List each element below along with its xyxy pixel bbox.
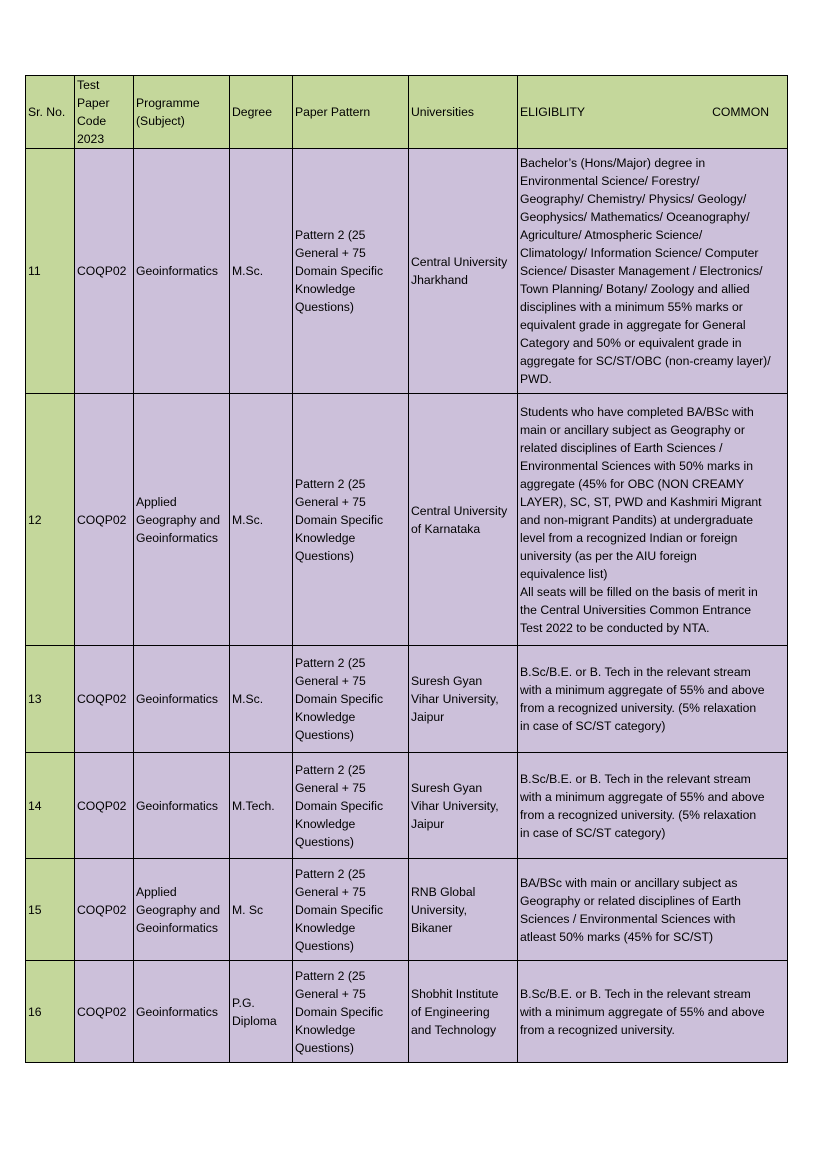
table-row [26,394,788,646]
row-paper-pattern: Pattern 2 (25 General + 75 Domain Specific Knowledge Questions) [293,149,409,394]
row-degree: P.G. Diploma [230,961,293,1063]
row-degree: M.Sc. [230,646,293,753]
row-programme: Applied Geography and Geoinformatics [134,859,230,961]
row-programme: Applied Geography and Geoinformatics [134,394,230,646]
row-test-paper-code: COQP02 [75,646,134,753]
row-sr-no: 16 [26,961,75,1063]
row-university: Suresh Gyan Vihar University, Jaipur [409,646,518,753]
header-sr-no: Sr. No. [26,76,75,149]
table-row [26,753,788,859]
row-eligibility: B.Sc/B.E. or B. Tech in the relevant stream with a minimum aggregate of 55% and above from a recognized university. (5% relaxation in case of SC/ST category) [518,753,788,859]
row-test-paper-code: COQP02 [75,859,134,961]
row-eligibility: B.Sc/B.E. or B. Tech in the relevant stream with a minimum aggregate of 55% and above from a recognized university. (5% relaxation in case of SC/ST category) [518,646,788,753]
row-test-paper-code: COQP02 [75,149,134,394]
header-universities: Universities [409,76,518,149]
header-eligibility-common: COMMON [712,105,769,119]
row-sr-no: 15 [26,859,75,961]
row-programme: Geoinformatics [134,149,230,394]
row-sr-no: 11 [26,149,75,394]
row-university: RNB Global University, Bikaner [409,859,518,961]
row-sr-no: 12 [26,394,75,646]
row-eligibility: Bachelor’s (Hons/Major) degree in Environmental Science/ Forestry/ Geography/ Chemistry/ Physics/ Geology/ Geophysics/ Mathematics/ Oceanography/ Agriculture/ Atmospheric Science/ Climatology/ Information Science/ Computer Science/ Disaster Management / Electronics/ Town Planning/ Botany/ Zoology and allied disciplines with a minimum 55% marks or equivalent grade in aggregate for General Category and 50% or equivalent grade in aggregate for SC/ST/OBC (non-creamy layer)/ PWD. [518,149,788,394]
row-programme: Geoinformatics [134,753,230,859]
row-paper-pattern: Pattern 2 (25 General + 75 Domain Specific Knowledge Questions) [293,859,409,961]
eligibility-table [25,75,788,1063]
row-programme: Geoinformatics [134,961,230,1063]
row-university: Central University of Karnataka [409,394,518,646]
row-eligibility: B.Sc/B.E. or B. Tech in the relevant stream with a minimum aggregate of 55% and above from a recognized university. [518,961,788,1063]
header-paper-pattern: Paper Pattern [293,76,409,149]
table-row [26,859,788,961]
row-eligibility: BA/BSc with main or ancillary subject as Geography or related disciplines of Earth Sciences / Environmental Sciences with atleast 50% marks (45% for SC/ST) [518,859,788,961]
row-paper-pattern: Pattern 2 (25 General + 75 Domain Specific Knowledge Questions) [293,646,409,753]
row-university: Central University Jharkhand [409,149,518,394]
header-test-paper-code: Test Paper Code 2023 [75,76,134,149]
row-test-paper-code: COQP02 [75,753,134,859]
row-university: Suresh Gyan Vihar University, Jaipur [409,753,518,859]
table-row [26,646,788,753]
table-row [26,961,788,1063]
table-header-row [26,76,788,149]
row-degree: M.Sc. [230,149,293,394]
row-paper-pattern: Pattern 2 (25 General + 75 Domain Specific Knowledge Questions) [293,753,409,859]
row-test-paper-code: COQP02 [75,961,134,1063]
row-paper-pattern: Pattern 2 (25 General + 75 Domain Specific Knowledge Questions) [293,961,409,1063]
row-paper-pattern: Pattern 2 (25 General + 75 Domain Specific Knowledge Questions) [293,394,409,646]
row-university: Shobhit Institute of Engineering and Technology [409,961,518,1063]
row-sr-no: 13 [26,646,75,753]
row-programme: Geoinformatics [134,646,230,753]
table-row [26,149,788,394]
header-programme: Programme (Subject) [134,76,230,149]
row-degree: M.Tech. [230,753,293,859]
row-sr-no: 14 [26,753,75,859]
header-eligibility-label: ELIGIBLITY [520,105,586,119]
row-degree: M. Sc [230,859,293,961]
row-eligibility: Students who have completed BA/BSc with main or ancillary subject as Geography or related disciplines of Earth Sciences / Environmental Sciences with 50% marks in aggregate (45% for OBC (NON CREAMY LAYER), SC, ST, PWD and Kashmiri Migrant and non-migrant Pandits) at undergraduate level from a recognized Indian or foreign university (as per the AIU foreign equivalence list) All seats will be filled on the basis of merit in the Central Universities Common Entrance Test 2022 to be conducted by NTA. [518,394,788,646]
header-eligibility [518,76,788,149]
header-degree: Degree [230,76,293,149]
row-test-paper-code: COQP02 [75,394,134,646]
row-degree: M.Sc. [230,394,293,646]
